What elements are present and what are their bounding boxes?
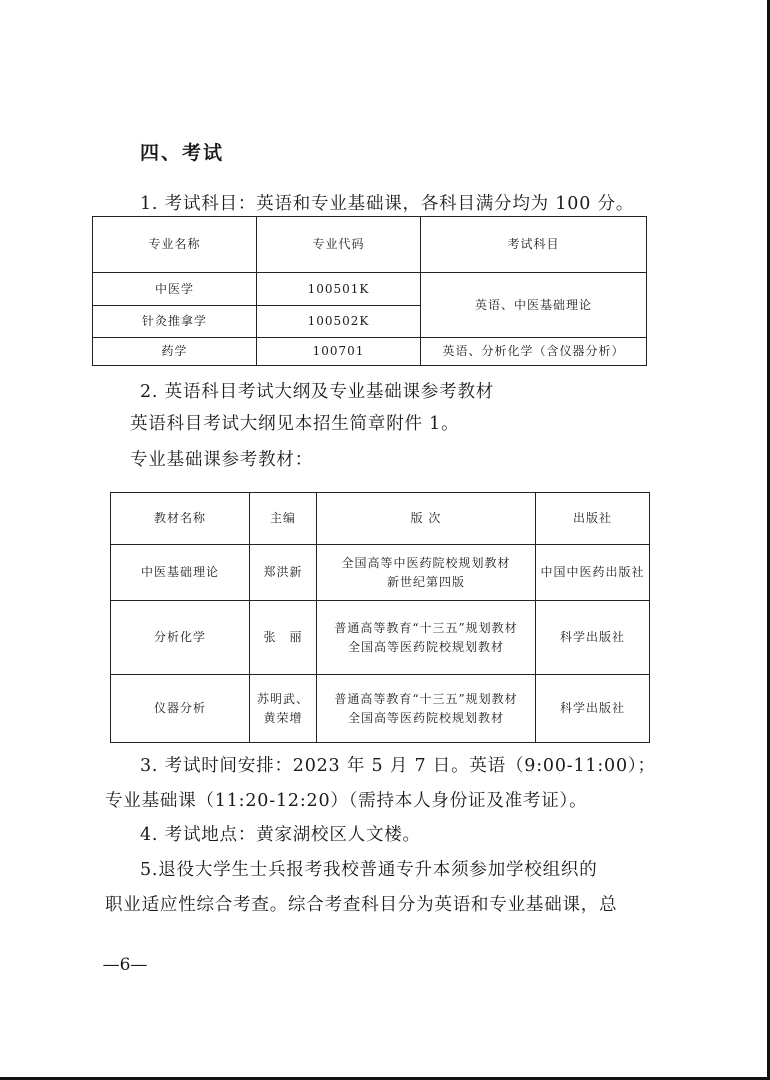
textbook-table — [110, 492, 650, 743]
item-3-line-2: 专业基础课（11:20-12:20）（需持本人身份证及准考证）。 — [105, 791, 588, 811]
section-heading: 四、考试 — [140, 142, 225, 164]
header-cell: 版 次 — [317, 493, 536, 545]
table-row — [93, 273, 647, 306]
major-code-cell: 100701 — [257, 338, 421, 366]
table-row — [111, 545, 650, 601]
exam-subjects-cell: 英语、分析化学（含仪器分析） — [421, 338, 647, 366]
header-cell: 教材名称 — [111, 493, 250, 545]
major-name-cell: 中医学 — [93, 273, 257, 306]
editor-cell: 苏明武、 黄荣增 — [250, 675, 317, 743]
table-header-row — [111, 493, 650, 545]
exam-subjects-cell: 英语、中医基础理论 — [421, 273, 647, 338]
item-4-text: 4. 考试地点：黄家湖校区人文楼。 — [140, 825, 421, 845]
table-row — [111, 601, 650, 675]
edition-cell: 普通高等教育“十三五”规划教材 全国高等医药院校规划教材 — [317, 601, 536, 675]
edition-cell: 普通高等教育“十三五”规划教材 全国高等医药院校规划教材 — [317, 675, 536, 743]
major-code-cell: 100501K — [257, 273, 421, 306]
editor-cell: 郑洪新 — [250, 545, 317, 601]
header-cell: 主编 — [250, 493, 317, 545]
header-cell: 考试科目 — [421, 217, 647, 273]
page-number: —6— — [102, 955, 148, 975]
header-cell: 专业代码 — [257, 217, 421, 273]
textbook-name-cell: 中医基础理论 — [111, 545, 250, 601]
textbook-name-cell: 仪器分析 — [111, 675, 250, 743]
textbook-name-cell: 分析化学 — [111, 601, 250, 675]
header-cell: 出版社 — [536, 493, 650, 545]
edition-cell: 全国高等中医药院校规划教材 新世纪第四版 — [317, 545, 536, 601]
item-5-line-2: 职业适应性综合考查。综合考查科目分为英语和专业基础课，总 — [105, 895, 618, 915]
publisher-cell: 科学出版社 — [536, 675, 650, 743]
publisher-cell: 中国中医药出版社 — [536, 545, 650, 601]
publisher-cell: 科学出版社 — [536, 601, 650, 675]
editor-cell: 张 丽 — [250, 601, 317, 675]
table-header-row — [93, 217, 647, 273]
item-5-line-1: 5.退役大学生士兵报考我校普通专升本须参加学校组织的 — [140, 860, 598, 880]
item-2-text: 2. 英语科目考试大纲及专业基础课参考教材 — [140, 382, 495, 402]
item-2-line-1: 英语科目考试大纲见本招生简章附件 1。 — [130, 414, 460, 434]
major-name-cell: 针灸推拿学 — [93, 306, 257, 338]
major-exam-table — [92, 216, 647, 366]
item-1-text: 1. 考试科目：英语和专业基础课，各科目满分均为 100 分。 — [140, 194, 635, 214]
table-row — [93, 338, 647, 366]
item-3-line-1: 3. 考试时间安排：2023 年 5 月 7 日。英语（9:00-11:00）； — [140, 756, 656, 776]
major-code-cell: 100502K — [257, 306, 421, 338]
header-cell: 专业名称 — [93, 217, 257, 273]
item-2-line-2: 专业基础课参考教材： — [130, 450, 313, 470]
table-row — [111, 675, 650, 743]
major-name-cell: 药学 — [93, 338, 257, 366]
